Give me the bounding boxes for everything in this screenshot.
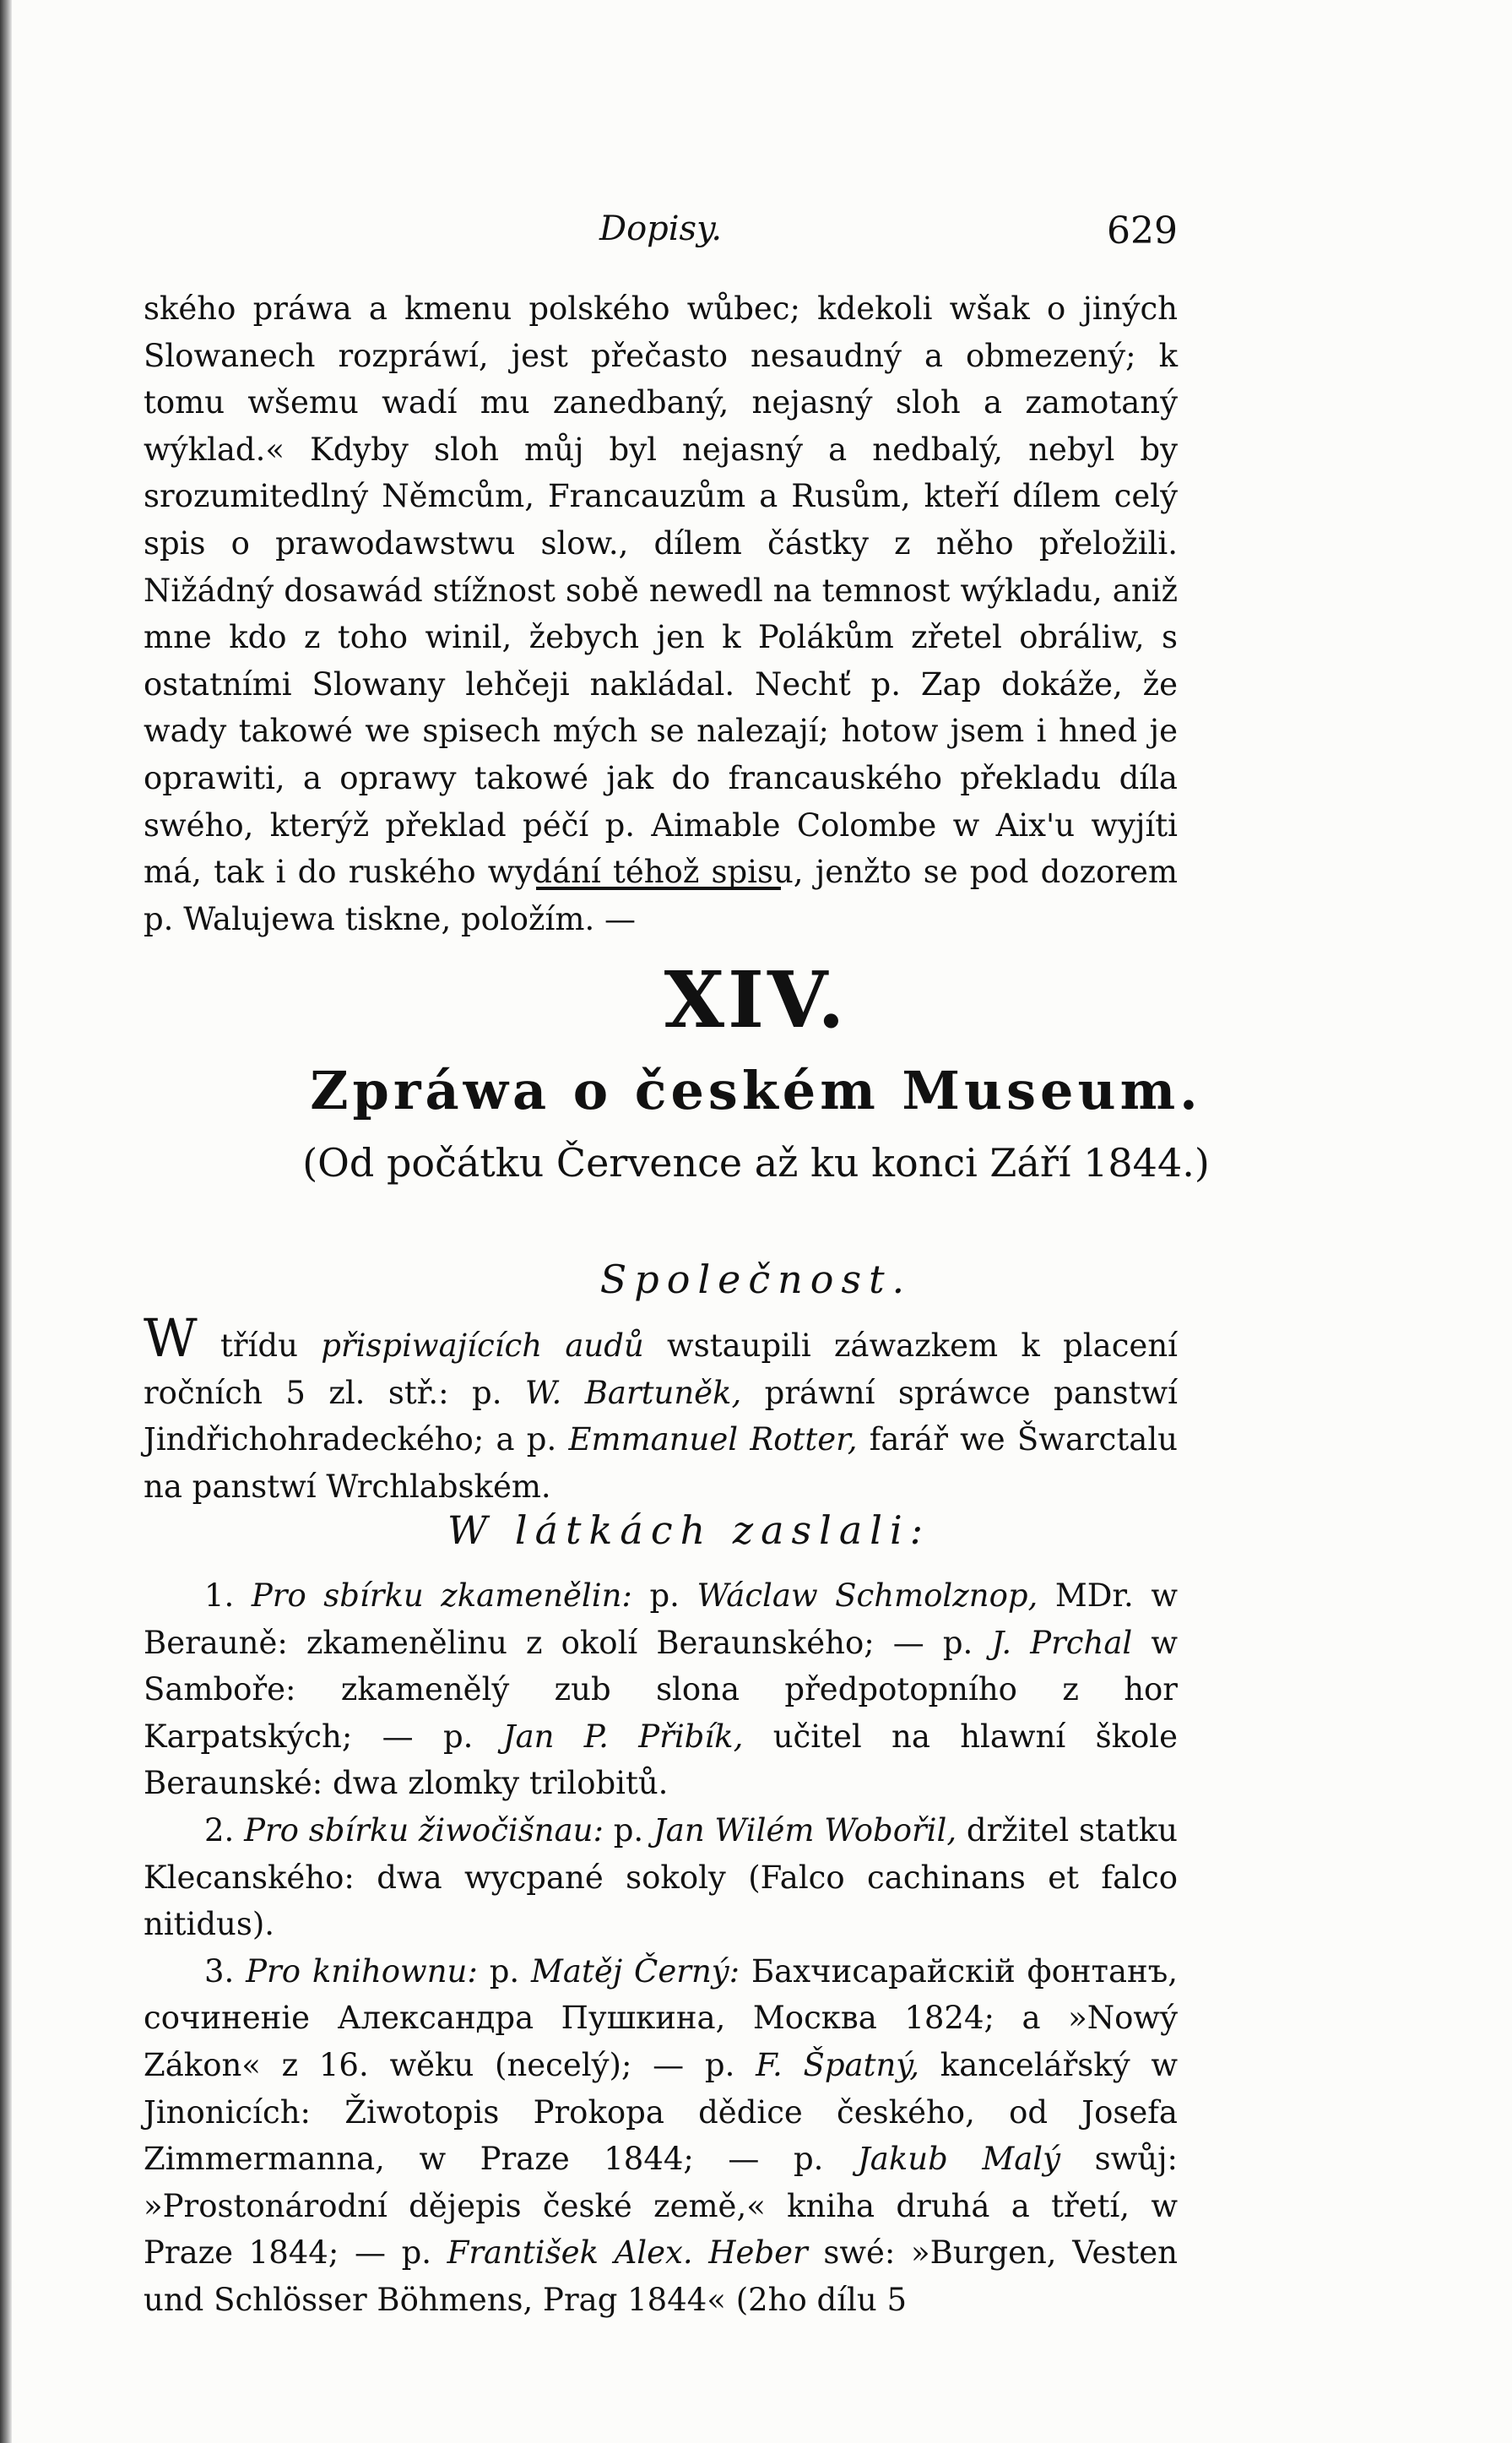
section-subtitle: (Od počátku Července až ku konci Září 1844.)	[302, 1140, 1210, 1186]
society-heading: Společnost.	[599, 1257, 913, 1302]
section-divider	[536, 887, 781, 890]
drop-cap: W	[144, 1307, 198, 1369]
section-number: XIV.	[664, 954, 848, 1045]
continuation-block	[144, 285, 1178, 942]
donations-heading: W látkách zaslali:	[447, 1507, 931, 1553]
page-header	[144, 209, 1178, 260]
donation-item-3: 3. Pro knihownu: p. Matěj Černý: Бахчисарайскiй фонтанъ, сочиненiе Александра Пушкина, Москва 1824; a »Nowý Zákon« z 16. wěku (necelý); — p. F. Špatný, kancelářský w Jinonicích: Žiwotopis Prokopa dědice českého, od Josefa Zimmermanna, w Praze 1844; — p. Jakub Malý swůj: »Prostonárodní dějepis české země,« kniha druhá a třetí, w Praze 1844; — p. František Alex. Heber swé: »Burgen, Vesten und Schlösser Böhmens, Prag 1844« (2ho dílu 5	[144, 1952, 1179, 2318]
section-title: Zpráwa o českém Museum.	[310, 1060, 1202, 1121]
donations-block	[144, 1572, 1178, 2324]
donation-item-1: 1. Pro sbírku zkamenělin: p. Wáclaw Schmolznop, MDr. w Berauně: zkamenělinu z okolí Beraunského; — p. J. Prchal w Samboře: zkamenělý zub slona předpotopního z hor Karpatských; — p. Jan P. Přibík, učitel na hlawní škole Beraunské: dwa zlomky trilobitů.	[144, 1577, 1179, 1802]
page-edge-shadow	[0, 0, 12, 2443]
donation-item-2: 2. Pro sbírku žiwočišnau: p. Jan Wilém Wobořil, držitel statku Klecanského: dwa wycpané sokoly (Falco cachinans et falco nitidus).	[144, 1811, 1178, 1943]
continuation-paragraph: ského práwa a kmenu polského wůbec; kdekoli wšak o jiných Slowanech rozpráwí, jest přečasto nesaudný a obmezený; k tomu wšemu wadí mu zanedbaný, nejasný sloh a zamotaný wýklad.« Kdyby sloh můj byl nejasný a nedbalý, nebyl by srozumitedlný Němcům, Francauzům a Rusům, kteří dílem celý spis o prawodawstwu slow., dílem částky z něho přeložili. Nižádný dosawád stížnost sobě newedl na temnost wýkladu, aniž mne kdo z toho winil, žebych jen k Polákům zřetel obráliw, s ostatními Slowany lehčeji nakládal. Nechť p. Zap dokáže, že wady takowé we spisech mých se nalezají; hotow jsem i hned je oprawiti, a oprawy takowé jak do francauského překladu díla swého, kterýž překlad péčí p. Aimable Colombe w Aix'u wyjíti má, tak i do ruského wydání téhož spisu, jenžto se pod dozorem p. Walujewa tiskne, položím. —	[144, 290, 1178, 937]
running-title: Dopisy.	[599, 209, 723, 248]
page-number: 629	[1107, 209, 1178, 252]
society-block	[144, 1307, 1178, 1510]
society-paragraph: W třídu přispiwajících audů wstaupili záwazkem k placení ročních 5 zl. stř.: p. W. Bartuněk, práwní spráwce panstwí Jindřichohradeckého; a p. Emmanuel Rotter, farář we Šwarctalu na panstwí Wrchlabském.	[144, 1307, 1178, 1505]
